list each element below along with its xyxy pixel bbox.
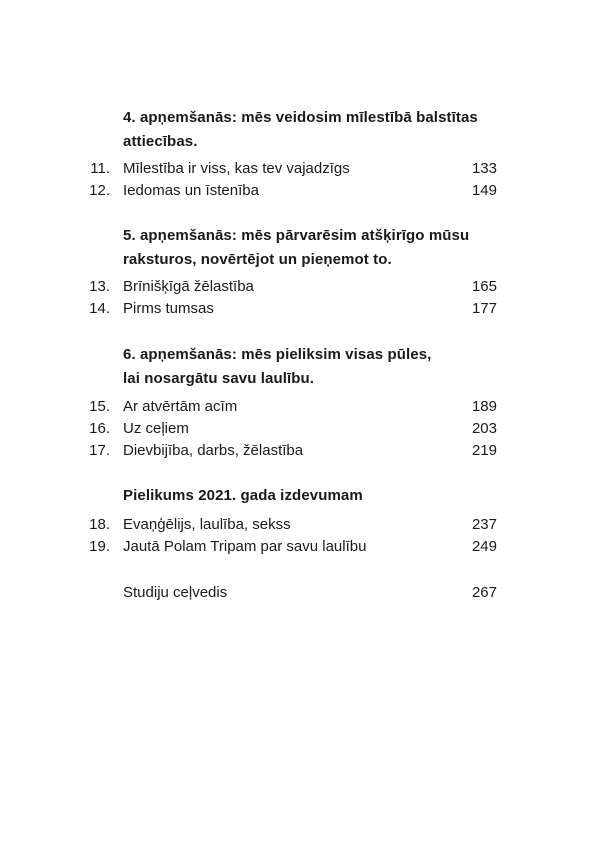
section-heading — [123, 106, 513, 154]
page-number: 237 — [471, 516, 497, 533]
chapter-title: Dievbijība, darbs, žēlastība — [123, 442, 304, 459]
page-number: 203 — [471, 420, 497, 437]
toc-entry[interactable] — [0, 396, 600, 418]
toc-entry[interactable] — [0, 276, 600, 298]
chapter-title: Mīlestība ir viss, kas tev vajadzīgs — [123, 160, 350, 177]
chapter-number: 12. — [89, 182, 110, 199]
page-number: 267 — [471, 584, 497, 601]
chapter-number: 16. — [89, 420, 110, 437]
toc-entry[interactable] — [0, 514, 600, 536]
chapter-number: 15. — [89, 398, 110, 415]
page-number: 177 — [471, 300, 497, 317]
section-heading-line: 6. apņemšanās: mēs pieliksim visas pūles, — [123, 346, 432, 363]
toc-entry[interactable] — [0, 158, 600, 180]
chapter-title: Brīnišķīgā žēlastība — [123, 278, 254, 295]
page-number: 219 — [471, 442, 497, 459]
section-heading-line: lai nosargātu savu laulību. — [123, 370, 315, 387]
chapter-title: Pirms tumsas — [123, 300, 214, 317]
section-heading-line: 4. apņemšanās: mēs veidosim mīlestībā balstītas — [123, 109, 478, 126]
page-number: 249 — [471, 538, 497, 555]
section-heading-line: Pielikums 2021. gada izdevumam — [123, 487, 363, 504]
page-number: 149 — [471, 182, 497, 199]
chapter-number: 11. — [90, 160, 110, 177]
chapter-title: Uz ceļiem — [123, 420, 189, 437]
toc-entry[interactable] — [0, 440, 600, 462]
toc-entry[interactable] — [0, 298, 600, 320]
chapter-title: Evaņģēlijs, laulība, sekss — [123, 516, 291, 533]
chapter-title: Ar atvērtām acīm — [123, 398, 238, 415]
chapter-number: 13. — [89, 278, 110, 295]
chapter-number: 14. — [89, 300, 110, 317]
chapter-number: 17. — [89, 442, 110, 459]
chapter-number: 18. — [89, 516, 110, 533]
chapter-title: Iedomas un īstenība — [123, 182, 259, 199]
chapter-number: 19. — [89, 538, 110, 555]
toc-entry[interactable] — [0, 418, 600, 440]
section-heading-line: 5. apņemšanās: mēs pārvarēsim atšķirīgo mūsu — [123, 227, 470, 244]
page-number: 165 — [471, 278, 497, 295]
toc-entry-study-guide[interactable] — [0, 582, 600, 604]
section-heading — [123, 343, 513, 391]
page-number: 133 — [471, 160, 497, 177]
page-number: 189 — [471, 398, 497, 415]
section-heading — [123, 484, 513, 508]
chapter-title: Jautā Polam Tripam par savu laulību — [123, 538, 367, 555]
toc-entry[interactable] — [0, 536, 600, 558]
chapter-title: Studiju ceļvedis — [123, 584, 228, 601]
section-heading-line: raksturos, novērtējot un pieņemot to. — [123, 251, 392, 268]
toc-entry[interactable] — [0, 180, 600, 202]
section-heading — [123, 224, 513, 272]
section-heading-line: attiecības. — [123, 133, 198, 150]
